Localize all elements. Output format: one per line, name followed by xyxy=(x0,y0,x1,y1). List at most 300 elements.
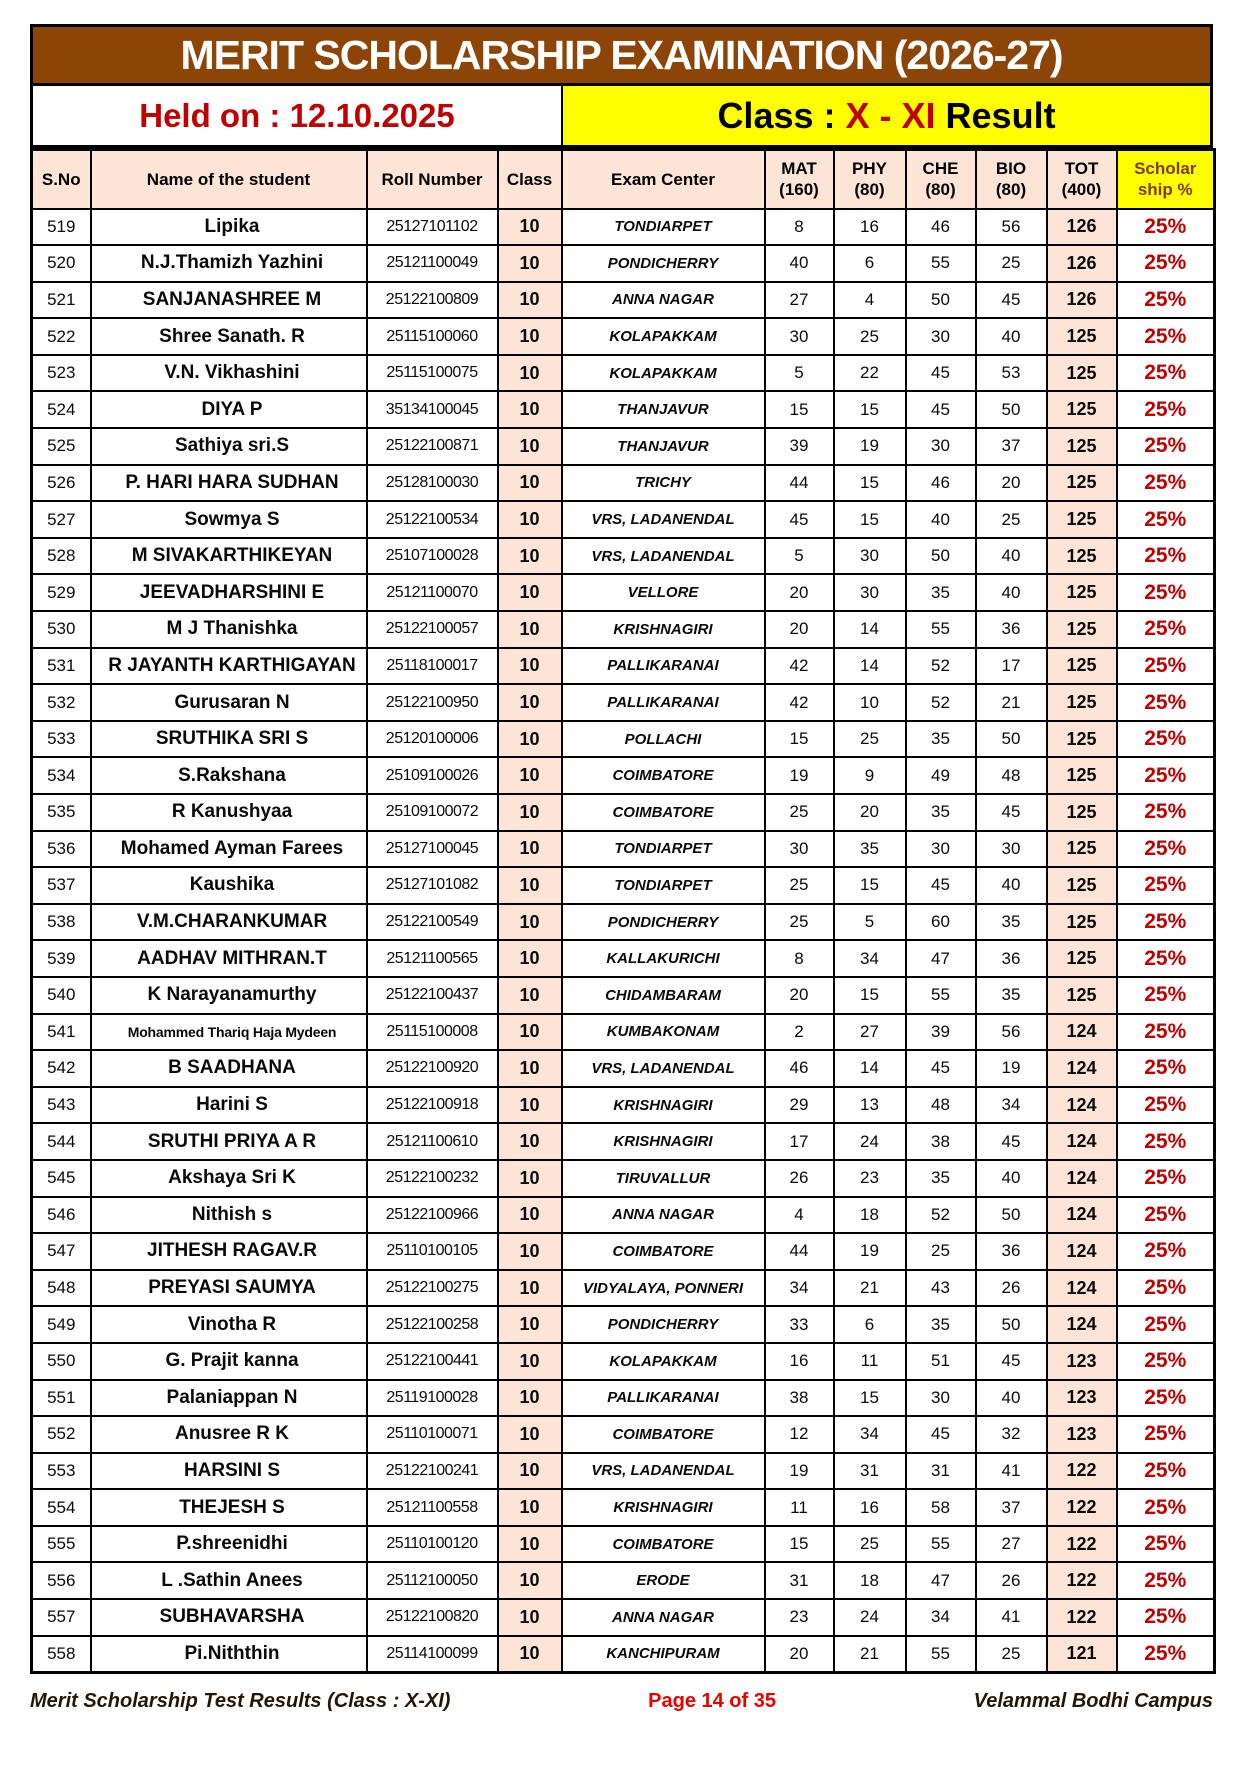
mat-score-cell: 5 xyxy=(765,538,834,575)
sno-cell: 557 xyxy=(32,1599,91,1636)
mat-score-cell: 26 xyxy=(765,1160,834,1197)
che-score-cell: 40 xyxy=(906,501,976,538)
class-cell: 10 xyxy=(498,1233,562,1270)
table-row xyxy=(32,1526,1215,1563)
exam-center-cell: TRICHY xyxy=(562,465,765,502)
student-name-cell: Sathiya sri.S xyxy=(91,428,367,465)
phy-score-cell: 18 xyxy=(834,1197,906,1234)
sno-cell: 552 xyxy=(32,1416,91,1453)
sno-cell: 554 xyxy=(32,1489,91,1526)
exam-center-cell: PONDICHERRY xyxy=(562,1306,765,1343)
che-score-cell: 35 xyxy=(906,1306,976,1343)
table-row xyxy=(32,648,1215,685)
phy-score-cell: 27 xyxy=(834,1014,906,1051)
sno-cell: 534 xyxy=(32,757,91,794)
exam-center-cell: KOLAPAKKAM xyxy=(562,318,765,355)
roll-number-cell: 25122100241 xyxy=(367,1453,498,1490)
header-mat: MAT (160) xyxy=(765,150,834,209)
roll-number-cell: 25121100558 xyxy=(367,1489,498,1526)
phy-score-cell: 21 xyxy=(834,1636,906,1673)
che-score-cell: 49 xyxy=(906,757,976,794)
scholarship-cell: 25% xyxy=(1117,977,1215,1014)
table-row xyxy=(32,209,1215,246)
scholarship-cell: 25% xyxy=(1117,1197,1215,1234)
scholarship-cell: 25% xyxy=(1117,282,1215,319)
roll-number-cell: 25122100441 xyxy=(367,1343,498,1380)
bio-score-cell: 32 xyxy=(976,1416,1047,1453)
header-bio: BIO (80) xyxy=(976,150,1047,209)
roll-number-cell: 25122100275 xyxy=(367,1270,498,1307)
exam-center-cell: PONDICHERRY xyxy=(562,904,765,941)
scholarship-cell: 25% xyxy=(1117,757,1215,794)
total-score-cell: 124 xyxy=(1047,1233,1117,1270)
bio-score-cell: 27 xyxy=(976,1526,1047,1563)
held-on-cell xyxy=(33,86,563,145)
total-score-cell: 124 xyxy=(1047,1306,1117,1343)
exam-center-cell: VIDYALAYA, PONNERI xyxy=(562,1270,765,1307)
table-row xyxy=(32,1087,1215,1124)
scholarship-cell: 25% xyxy=(1117,684,1215,721)
sno-cell: 532 xyxy=(32,684,91,721)
mat-score-cell: 44 xyxy=(765,1233,834,1270)
che-score-cell: 35 xyxy=(906,794,976,831)
scholarship-cell: 25% xyxy=(1117,1306,1215,1343)
sno-cell: 541 xyxy=(32,1014,91,1051)
che-score-cell: 45 xyxy=(906,391,976,428)
phy-score-cell: 4 xyxy=(834,282,906,319)
roll-number-cell: 25110100105 xyxy=(367,1233,498,1270)
student-name-cell: PREYASI SAUMYA xyxy=(91,1270,367,1307)
phy-score-cell: 15 xyxy=(834,391,906,428)
scholarship-cell: 25% xyxy=(1117,355,1215,392)
class-cell: 10 xyxy=(498,1306,562,1343)
table-row xyxy=(32,501,1215,538)
roll-number-cell: 25115100008 xyxy=(367,1014,498,1051)
header-phy: PHY (80) xyxy=(834,150,906,209)
exam-center-cell: ANNA NAGAR xyxy=(562,1599,765,1636)
total-score-cell: 125 xyxy=(1047,611,1117,648)
sno-cell: 547 xyxy=(32,1233,91,1270)
total-score-cell: 125 xyxy=(1047,977,1117,1014)
total-score-cell: 125 xyxy=(1047,940,1117,977)
phy-score-cell: 15 xyxy=(834,1380,906,1417)
table-row xyxy=(32,1380,1215,1417)
scholarship-cell: 25% xyxy=(1117,1014,1215,1051)
scholarship-cell: 25% xyxy=(1117,1160,1215,1197)
class-cell: 10 xyxy=(498,684,562,721)
sno-cell: 543 xyxy=(32,1087,91,1124)
header-roll: Roll Number xyxy=(367,150,498,209)
phy-score-cell: 5 xyxy=(834,904,906,941)
scholarship-cell: 25% xyxy=(1117,428,1215,465)
exam-center-cell: PONDICHERRY xyxy=(562,245,765,282)
bio-score-cell: 34 xyxy=(976,1087,1047,1124)
sno-cell: 528 xyxy=(32,538,91,575)
student-name-cell: Lipika xyxy=(91,209,367,246)
sno-cell: 522 xyxy=(32,318,91,355)
page-footer xyxy=(30,1688,1213,1716)
scholarship-cell: 25% xyxy=(1117,1453,1215,1490)
total-score-cell: 125 xyxy=(1047,684,1117,721)
student-name-cell: HARSINI S xyxy=(91,1453,367,1490)
total-score-cell: 125 xyxy=(1047,428,1117,465)
roll-number-cell: 25122100809 xyxy=(367,282,498,319)
table-row xyxy=(32,245,1215,282)
roll-number-cell: 25109100072 xyxy=(367,794,498,831)
class-cell: 10 xyxy=(498,465,562,502)
table-row xyxy=(32,391,1215,428)
bio-score-cell: 40 xyxy=(976,1380,1047,1417)
sno-cell: 546 xyxy=(32,1197,91,1234)
sno-cell: 553 xyxy=(32,1453,91,1490)
sno-cell: 548 xyxy=(32,1270,91,1307)
phy-score-cell: 9 xyxy=(834,757,906,794)
bio-score-cell: 45 xyxy=(976,1123,1047,1160)
class-cell: 10 xyxy=(498,1562,562,1599)
mat-score-cell: 33 xyxy=(765,1306,834,1343)
mat-score-cell: 39 xyxy=(765,428,834,465)
result-label: Result xyxy=(935,94,1056,136)
phy-score-cell: 34 xyxy=(834,1416,906,1453)
che-score-cell: 35 xyxy=(906,1160,976,1197)
scholarship-cell: 25% xyxy=(1117,940,1215,977)
roll-number-cell: 25122100820 xyxy=(367,1599,498,1636)
bio-score-cell: 40 xyxy=(976,1160,1047,1197)
class-cell: 10 xyxy=(498,1050,562,1087)
table-row xyxy=(32,721,1215,758)
exam-center-cell: THANJAVUR xyxy=(562,391,765,428)
bio-score-cell: 56 xyxy=(976,209,1047,246)
mat-score-cell: 20 xyxy=(765,977,834,1014)
bio-score-cell: 45 xyxy=(976,794,1047,831)
mat-score-cell: 11 xyxy=(765,1489,834,1526)
bio-score-cell: 37 xyxy=(976,1489,1047,1526)
header-name: Name of the student xyxy=(91,150,367,209)
class-cell: 10 xyxy=(498,428,562,465)
total-score-cell: 124 xyxy=(1047,1197,1117,1234)
che-score-cell: 39 xyxy=(906,1014,976,1051)
exam-center-cell: VRS, LADANENDAL xyxy=(562,501,765,538)
table-row xyxy=(32,1306,1215,1343)
total-score-cell: 126 xyxy=(1047,209,1117,246)
roll-number-cell: 25110100120 xyxy=(367,1526,498,1563)
mat-score-cell: 12 xyxy=(765,1416,834,1453)
scholarship-cell: 25% xyxy=(1117,209,1215,246)
mat-score-cell: 31 xyxy=(765,1562,834,1599)
che-score-cell: 45 xyxy=(906,867,976,904)
che-score-cell: 47 xyxy=(906,940,976,977)
bio-score-cell: 40 xyxy=(976,318,1047,355)
roll-number-cell: 25121100049 xyxy=(367,245,498,282)
mat-score-cell: 2 xyxy=(765,1014,834,1051)
mat-score-cell: 25 xyxy=(765,904,834,941)
exam-center-cell: KANCHIPURAM xyxy=(562,1636,765,1673)
bio-score-cell: 45 xyxy=(976,1343,1047,1380)
sno-cell: 526 xyxy=(32,465,91,502)
phy-score-cell: 22 xyxy=(834,355,906,392)
student-name-cell: V.N. Vikhashini xyxy=(91,355,367,392)
table-row xyxy=(32,1197,1215,1234)
info-row xyxy=(30,86,1213,148)
table-row xyxy=(32,1416,1215,1453)
che-score-cell: 38 xyxy=(906,1123,976,1160)
phy-score-cell: 15 xyxy=(834,501,906,538)
sno-cell: 538 xyxy=(32,904,91,941)
table-row xyxy=(32,282,1215,319)
scholarship-cell: 25% xyxy=(1117,1087,1215,1124)
exam-center-cell: THANJAVUR xyxy=(562,428,765,465)
mat-score-cell: 38 xyxy=(765,1380,834,1417)
header-scholarship: Scholar ship % xyxy=(1117,150,1215,209)
sno-cell: 556 xyxy=(32,1562,91,1599)
phy-score-cell: 16 xyxy=(834,1489,906,1526)
phy-score-cell: 13 xyxy=(834,1087,906,1124)
class-cell: 10 xyxy=(498,538,562,575)
sno-cell: 544 xyxy=(32,1123,91,1160)
phy-score-cell: 23 xyxy=(834,1160,906,1197)
total-score-cell: 125 xyxy=(1047,465,1117,502)
che-score-cell: 35 xyxy=(906,574,976,611)
class-cell: 10 xyxy=(498,1087,562,1124)
table-row xyxy=(32,1599,1215,1636)
phy-score-cell: 10 xyxy=(834,684,906,721)
sno-cell: 550 xyxy=(32,1343,91,1380)
student-name-cell: AADHAV MITHRAN.T xyxy=(91,940,367,977)
phy-score-cell: 6 xyxy=(834,1306,906,1343)
mat-score-cell: 20 xyxy=(765,611,834,648)
exam-center-cell: COIMBATORE xyxy=(562,794,765,831)
phy-score-cell: 15 xyxy=(834,867,906,904)
mat-score-cell: 44 xyxy=(765,465,834,502)
roll-number-cell: 25127101102 xyxy=(367,209,498,246)
che-score-cell: 48 xyxy=(906,1087,976,1124)
roll-number-cell: 25122100057 xyxy=(367,611,498,648)
header-tot: TOT (400) xyxy=(1047,150,1117,209)
class-cell: 10 xyxy=(498,1416,562,1453)
student-name-cell: Harini S xyxy=(91,1087,367,1124)
class-cell: 10 xyxy=(498,831,562,868)
total-score-cell: 123 xyxy=(1047,1343,1117,1380)
total-score-cell: 122 xyxy=(1047,1526,1117,1563)
phy-score-cell: 19 xyxy=(834,1233,906,1270)
total-score-cell: 124 xyxy=(1047,1050,1117,1087)
che-score-cell: 30 xyxy=(906,318,976,355)
roll-number-cell: 25122100258 xyxy=(367,1306,498,1343)
exam-center-cell: PALLIKARANAI xyxy=(562,1380,765,1417)
scholarship-cell: 25% xyxy=(1117,867,1215,904)
mat-score-cell: 27 xyxy=(765,282,834,319)
exam-center-cell: COIMBATORE xyxy=(562,757,765,794)
student-name-cell: K Narayanamurthy xyxy=(91,977,367,1014)
results-page xyxy=(30,24,1213,1716)
class-cell: 10 xyxy=(498,794,562,831)
page-title: MERIT SCHOLARSHIP EXAMINATION (2026-27) xyxy=(180,31,1063,78)
class-cell: 10 xyxy=(498,282,562,319)
total-score-cell: 126 xyxy=(1047,245,1117,282)
total-score-cell: 125 xyxy=(1047,648,1117,685)
student-name-cell: SUBHAVARSHA xyxy=(91,1599,367,1636)
exam-center-cell: PALLIKARANAI xyxy=(562,648,765,685)
bio-score-cell: 35 xyxy=(976,977,1047,1014)
che-score-cell: 30 xyxy=(906,428,976,465)
scholarship-cell: 25% xyxy=(1117,538,1215,575)
phy-score-cell: 11 xyxy=(834,1343,906,1380)
class-cell: 10 xyxy=(498,1380,562,1417)
bio-score-cell: 26 xyxy=(976,1270,1047,1307)
student-name-cell: JITHESH RAGAV.R xyxy=(91,1233,367,1270)
bio-score-cell: 36 xyxy=(976,940,1047,977)
scholarship-cell: 25% xyxy=(1117,1416,1215,1453)
mat-score-cell: 19 xyxy=(765,1453,834,1490)
roll-number-cell: 25120100006 xyxy=(367,721,498,758)
table-row xyxy=(32,977,1215,1014)
exam-center-cell: VRS, LADANENDAL xyxy=(562,1453,765,1490)
che-score-cell: 55 xyxy=(906,1636,976,1673)
mat-score-cell: 30 xyxy=(765,831,834,868)
class-cell: 10 xyxy=(498,355,562,392)
che-score-cell: 43 xyxy=(906,1270,976,1307)
scholarship-cell: 25% xyxy=(1117,245,1215,282)
mat-score-cell: 34 xyxy=(765,1270,834,1307)
table-row xyxy=(32,1562,1215,1599)
che-score-cell: 46 xyxy=(906,465,976,502)
phy-score-cell: 16 xyxy=(834,209,906,246)
class-cell: 10 xyxy=(498,1160,562,1197)
roll-number-cell: 25114100099 xyxy=(367,1636,498,1673)
student-name-cell: Akshaya Sri K xyxy=(91,1160,367,1197)
table-row xyxy=(32,831,1215,868)
student-name-cell: THEJESH S xyxy=(91,1489,367,1526)
table-header-row xyxy=(32,150,1215,209)
scholarship-cell: 25% xyxy=(1117,1562,1215,1599)
table-row xyxy=(32,465,1215,502)
table-row xyxy=(32,684,1215,721)
class-cell: 10 xyxy=(498,611,562,648)
exam-center-cell: CHIDAMBARAM xyxy=(562,977,765,1014)
che-score-cell: 50 xyxy=(906,282,976,319)
table-row xyxy=(32,1270,1215,1307)
bio-score-cell: 25 xyxy=(976,245,1047,282)
class-cell: 10 xyxy=(498,757,562,794)
roll-number-cell: 25121100070 xyxy=(367,574,498,611)
exam-center-cell: PALLIKARANAI xyxy=(562,684,765,721)
student-name-cell: R Kanushyaa xyxy=(91,794,367,831)
che-score-cell: 45 xyxy=(906,1416,976,1453)
sno-cell: 536 xyxy=(32,831,91,868)
total-score-cell: 125 xyxy=(1047,574,1117,611)
scholarship-cell: 25% xyxy=(1117,1526,1215,1563)
bio-score-cell: 53 xyxy=(976,355,1047,392)
roll-number-cell: 25118100017 xyxy=(367,648,498,685)
total-score-cell: 122 xyxy=(1047,1599,1117,1636)
mat-score-cell: 15 xyxy=(765,721,834,758)
sno-cell: 519 xyxy=(32,209,91,246)
phy-score-cell: 18 xyxy=(834,1562,906,1599)
exam-center-cell: ANNA NAGAR xyxy=(562,282,765,319)
bio-score-cell: 17 xyxy=(976,648,1047,685)
table-row xyxy=(32,1123,1215,1160)
bio-score-cell: 36 xyxy=(976,1233,1047,1270)
mat-score-cell: 30 xyxy=(765,318,834,355)
roll-number-cell: 25121100610 xyxy=(367,1123,498,1160)
page-number: Page 14 of 35 xyxy=(648,1690,776,1713)
student-name-cell: Palaniappan N xyxy=(91,1380,367,1417)
student-name-cell: Sowmya S xyxy=(91,501,367,538)
che-score-cell: 51 xyxy=(906,1343,976,1380)
che-score-cell: 30 xyxy=(906,1380,976,1417)
mat-score-cell: 4 xyxy=(765,1197,834,1234)
table-row xyxy=(32,1050,1215,1087)
che-score-cell: 34 xyxy=(906,1599,976,1636)
exam-center-cell: VRS, LADANENDAL xyxy=(562,1050,765,1087)
total-score-cell: 124 xyxy=(1047,1270,1117,1307)
bio-score-cell: 45 xyxy=(976,282,1047,319)
sno-cell: 540 xyxy=(32,977,91,1014)
phy-score-cell: 24 xyxy=(834,1123,906,1160)
total-score-cell: 125 xyxy=(1047,757,1117,794)
table-row xyxy=(32,1453,1215,1490)
exam-center-cell: VELLORE xyxy=(562,574,765,611)
bio-score-cell: 21 xyxy=(976,684,1047,721)
mat-score-cell: 8 xyxy=(765,209,834,246)
student-name-cell: L .Sathin Anees xyxy=(91,1562,367,1599)
bio-score-cell: 41 xyxy=(976,1599,1047,1636)
class-value: X - XI xyxy=(845,94,936,136)
header-exam-center: Exam Center xyxy=(562,150,765,209)
roll-number-cell: 25128100030 xyxy=(367,465,498,502)
scholarship-cell: 25% xyxy=(1117,648,1215,685)
table-row xyxy=(32,1636,1215,1673)
student-name-cell: SRUTHI PRIYA A R xyxy=(91,1123,367,1160)
exam-center-cell: TONDIARPET xyxy=(562,209,765,246)
mat-score-cell: 17 xyxy=(765,1123,834,1160)
total-score-cell: 125 xyxy=(1047,867,1117,904)
roll-number-cell: 25107100028 xyxy=(367,538,498,575)
student-name-cell: N.J.Thamizh Yazhini xyxy=(91,245,367,282)
sno-cell: 524 xyxy=(32,391,91,428)
che-score-cell: 45 xyxy=(906,355,976,392)
table-row xyxy=(32,611,1215,648)
mat-score-cell: 8 xyxy=(765,940,834,977)
scholarship-cell: 25% xyxy=(1117,501,1215,538)
scholarship-cell: 25% xyxy=(1117,1489,1215,1526)
mat-score-cell: 5 xyxy=(765,355,834,392)
scholarship-cell: 25% xyxy=(1117,611,1215,648)
student-name-cell: Vinotha R xyxy=(91,1306,367,1343)
sno-cell: 529 xyxy=(32,574,91,611)
sno-cell: 520 xyxy=(32,245,91,282)
exam-center-cell: KRISHNAGIRI xyxy=(562,1087,765,1124)
exam-center-cell: ANNA NAGAR xyxy=(562,1197,765,1234)
phy-score-cell: 31 xyxy=(834,1453,906,1490)
student-name-cell: P.shreenidhi xyxy=(91,1526,367,1563)
sno-cell: 530 xyxy=(32,611,91,648)
bio-score-cell: 30 xyxy=(976,831,1047,868)
phy-score-cell: 21 xyxy=(834,1270,906,1307)
sno-cell: 551 xyxy=(32,1380,91,1417)
che-score-cell: 46 xyxy=(906,209,976,246)
mat-score-cell: 20 xyxy=(765,574,834,611)
mat-score-cell: 29 xyxy=(765,1087,834,1124)
student-name-cell: S.Rakshana xyxy=(91,757,367,794)
sno-cell: 527 xyxy=(32,501,91,538)
mat-score-cell: 20 xyxy=(765,1636,834,1673)
bio-score-cell: 50 xyxy=(976,391,1047,428)
bio-score-cell: 56 xyxy=(976,1014,1047,1051)
roll-number-cell: 25115100060 xyxy=(367,318,498,355)
bio-score-cell: 40 xyxy=(976,574,1047,611)
student-name-cell: Nithish s xyxy=(91,1197,367,1234)
